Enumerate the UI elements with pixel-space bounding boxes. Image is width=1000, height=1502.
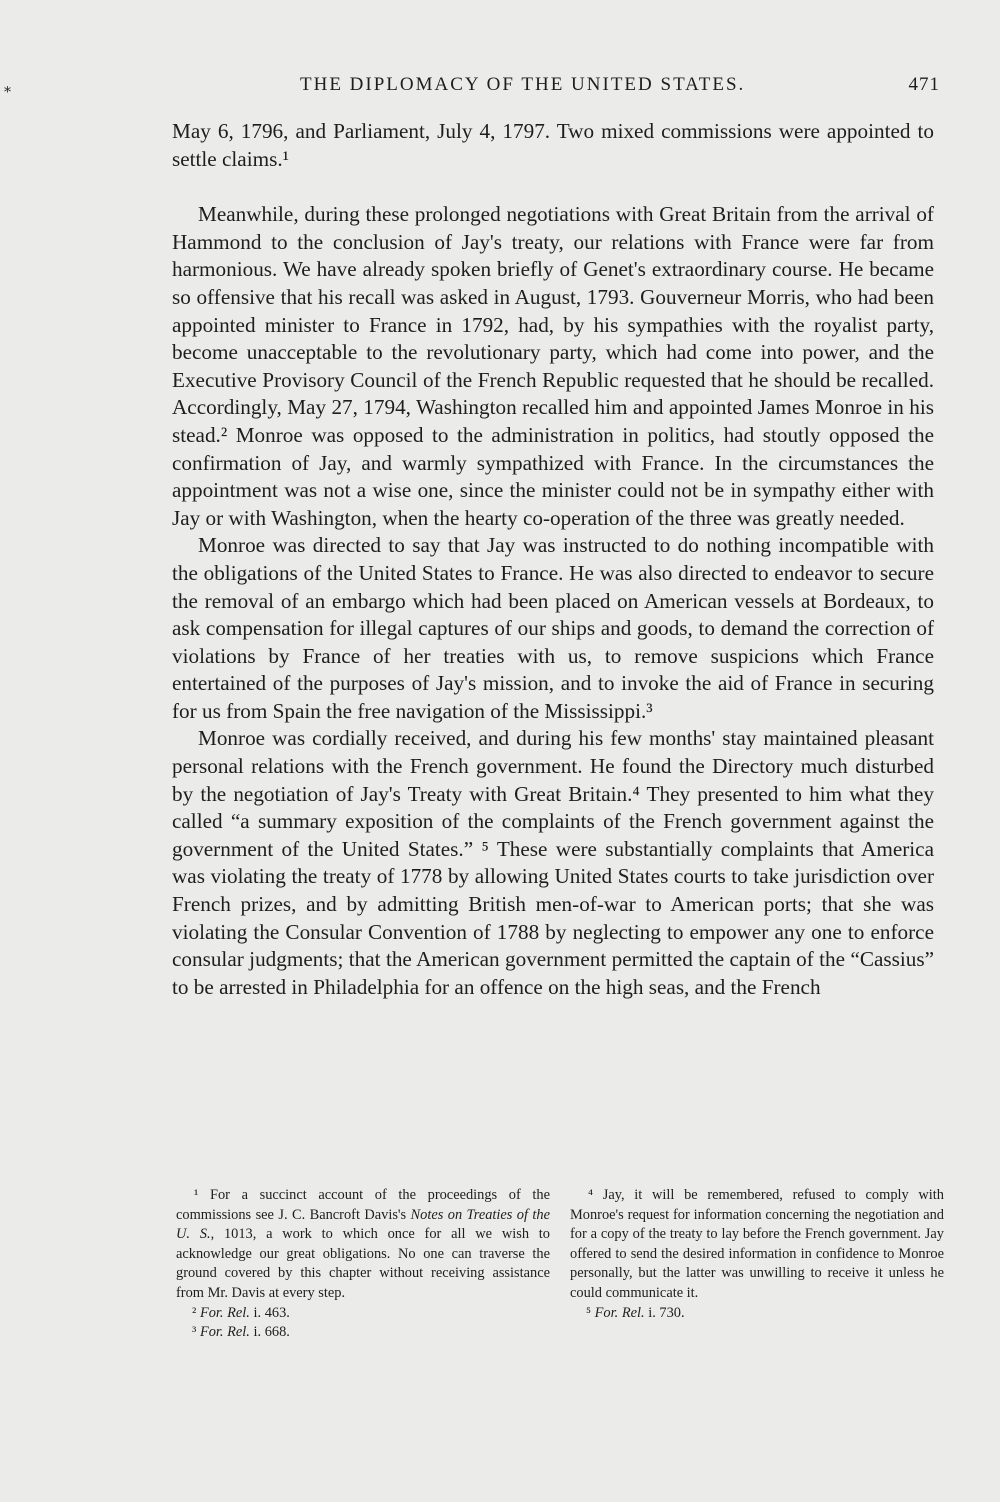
paragraph-continuation: May 6, 1796, and Parliament, July 4, 1797. Two mixed commissions were appointed to settle claims.¹ — [172, 119, 934, 171]
footnote-text: Jay, it will be remembered, refused to comply with Monroe's request for information concerning the negotiation and for a copy of the treaty to lay before the French government. Jay offered to send the desired information in confidence to Monroe personally, but the latter was unwilling to receive it unless he could communicate it. — [570, 1187, 944, 1301]
running-head: THE DIPLOMACY OF THE UNITED STATES. — [300, 74, 746, 95]
footnote-4 — [570, 1186, 944, 1304]
footnote-1 — [176, 1186, 550, 1304]
footnote-marker: ² — [192, 1304, 197, 1321]
footnotes-left-column — [176, 1186, 550, 1343]
paragraph: Meanwhile, during these prolonged negotiations with Great Britain from the arrival of Hammond to the conclusion of Jay's treaty, our relations with France were far from harmonious. We have already spoken briefly of Genet's extraordinary course. He became so offensive that his recall was asked in August, 1793. Gouverneur Morris, who had been appointed minister to France in 1792, had, by his sympathies with the royalist party, become unacceptable to the revolutionary party, which had come into power, and the Executive Provisory Council of the French Republic requested that he should be recalled. Accordingly, May 27, 1794, Washington recalled him and appointed James Monroe in his stead.² Monroe was opposed to the administration in politics, had stoutly opposed the confirmation of Jay, and warmly sympathized with France. In the circumstances the appointment was not a wise one, since the minister could not be in sympathy either with Jay or with Washington, when the hearty co-operation of the three was greatly needed. — [172, 202, 934, 530]
footnote-citation: For. Rel. — [199, 1304, 250, 1321]
page-header — [300, 74, 940, 104]
paragraph: Monroe was directed to say that Jay was instructed to do nothing incompatible with the obligations of the United States to France. He was also directed to endeavor to secure the removal of an embargo which had been placed on American vessels at Bordeaux, to ask compensation for illegal captures of our ships and goods, to demand the correction of violations by France of her treaties with us, to remove suspicions which France entertained of the purposes of Jay's mission, and to invoke the aid of France in securing for us from Spain the free navigation of the Mississippi.³ — [172, 533, 934, 723]
footnote-text: , 1013, a work to which once for all we wish to acknowledge our great obligations. No one can traverse the ground covered by this chapter without receiving assistance from Mr. Davis at every step. — [176, 1226, 550, 1301]
footnote-3 — [176, 1323, 550, 1343]
footnotes — [172, 1186, 948, 1386]
footnote-text: i. 730. — [644, 1304, 685, 1321]
footnote-marker: ⁵ — [586, 1304, 592, 1321]
footnote-marker: ¹ — [194, 1187, 199, 1203]
page-number: 471 — [908, 74, 940, 95]
footnote-citation: For. Rel. — [594, 1304, 645, 1321]
footnote-marker: ⁴ — [588, 1187, 594, 1203]
footnote-text: For a succinct account of the proceedings of the commissions see J. C. Bancroft Davis's — [176, 1187, 550, 1223]
footnote-marker: ³ — [192, 1324, 197, 1341]
footnote-citation: For. Rel. — [199, 1324, 250, 1341]
margin-mark: ⁎ — [4, 81, 11, 96]
body-text — [172, 118, 934, 1001]
footnote-5 — [570, 1304, 944, 1324]
footnote-2 — [176, 1304, 550, 1324]
footnote-citation: Notes on Treaties of the U. S. — [176, 1206, 550, 1243]
paragraph: Monroe was cordially received, and during his few months' stay maintained pleasant personal relations with the French government. He found the Directory much disturbed by the negotiation of Jay's Treaty with Great Britain.⁴ They presented to him what they called “a summary exposition of the complaints of the French government against the government of the United States.” ⁵ These were substantially complaints that America was violating the treaty of 1778 by allowing United States courts to take jurisdiction over French prizes, and by admitting British men-of-war to American ports; that she was violating the Consular Convention of 1788 by neglecting to empower any one to enforce consular judgments; that the American government permitted the captain of the “Cassius” to be arrested in Philadelphia for an offence on the high seas, and the French — [172, 726, 934, 999]
footnote-text: i. 463. — [249, 1304, 290, 1321]
footnotes-right-column — [570, 1186, 944, 1323]
footnote-text: i. 668. — [249, 1324, 290, 1341]
